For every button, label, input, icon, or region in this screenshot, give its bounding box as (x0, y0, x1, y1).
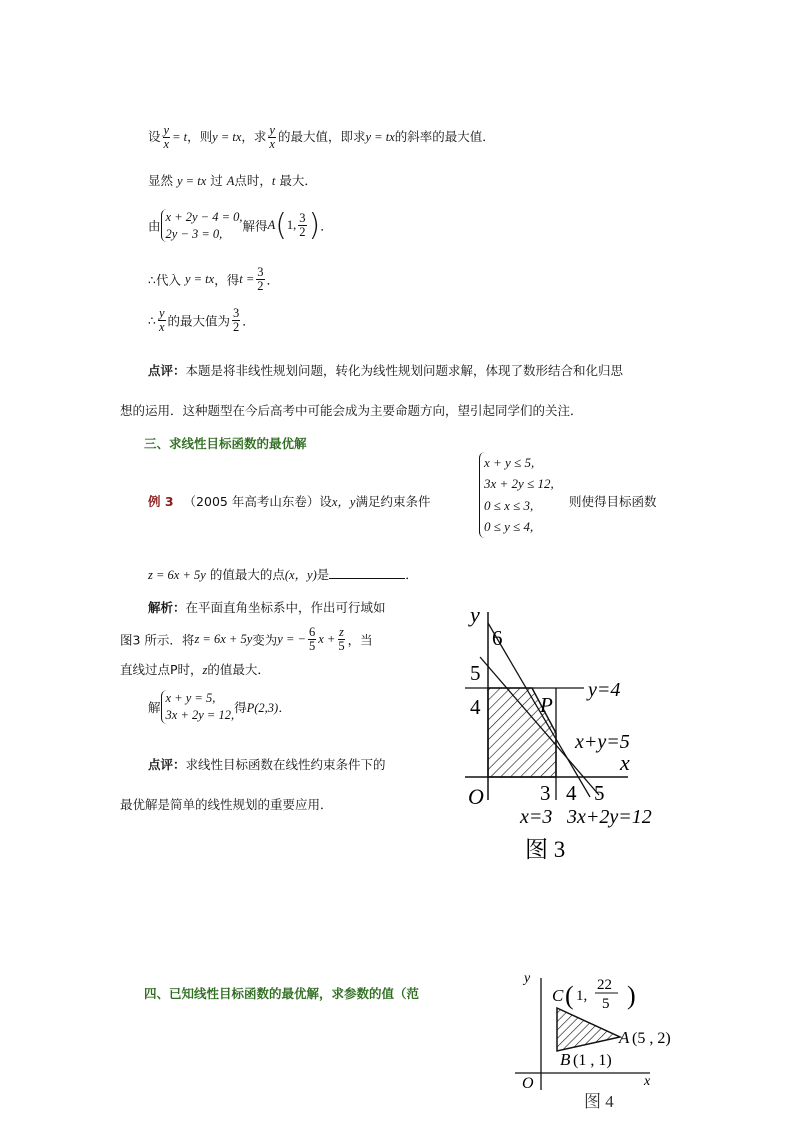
fraction-y-over-x: $\frac{y}{x}$ (269, 123, 275, 152)
line-label-3x-2y-12: 3x+2y=12 (567, 806, 652, 828)
comment-1-line-2: 想的运用．这种题型在今后高考中可能会成为主要命题方向，望引起同学们的关注． (120, 403, 583, 418)
figure-4-caption: 图 4 (584, 1092, 614, 1111)
section-4-heading: 四、已知线性目标函数的最优解，求参数的值（范 (144, 986, 420, 1001)
point-c-coord: 1, (576, 988, 588, 1004)
fraction-y-over-x: $\frac{y}{x}$ (163, 123, 170, 152)
example-3-after: 则使得目标函数 (569, 494, 657, 509)
line-label-x3: x=3 (520, 806, 553, 828)
x-axis-label: x (620, 750, 630, 775)
point-c-label: C (552, 986, 564, 1005)
line-label-x-plus-y-5: x+y=5 (575, 731, 630, 753)
math: y = tx (212, 130, 242, 145)
y-axis-label: y (524, 971, 531, 986)
solution-line-4: 解x + y = 5, 3x + 2y = 12,得P(2,3)． (148, 691, 291, 722)
text: 的斜率的最大值． (394, 129, 495, 145)
text-line-2: 显然 y = tx 过 A点时，t 最大． (148, 173, 317, 188)
origin-label: O (468, 784, 484, 809)
text: ，则 (187, 129, 213, 145)
paren-right: ) (627, 981, 636, 1010)
solution-line-1: 解析：在平面直角坐标系中，作出可行域如 (148, 600, 386, 615)
example-label: 例 3 (148, 494, 174, 509)
text-line-1 (148, 124, 495, 151)
answer-blank (329, 566, 405, 579)
feasible-region (557, 1008, 620, 1051)
example-3-line-2: z = 6x + 5y 的值最大的点(x，y)是 ． (148, 567, 418, 582)
tick-label-x3: 3 (540, 781, 551, 805)
point-a-coord: (5 , 2) (632, 1030, 671, 1047)
fraction-3-over-2: $\frac{3}{2}$ (257, 265, 264, 294)
point-b-coord: (1 , 1) (573, 1052, 612, 1069)
fraction-z-over-5: $\frac{z}{5}$ (338, 625, 345, 654)
example-3-intro: 例 3 （2005 年高考山东卷）设x，y满足约束条件 (148, 494, 431, 509)
constraint-system: x + y ≤ 5, 3x + 2y ≤ 12, 0 ≤ x ≤ 3, 0 ≤ y ≤ 4, (479, 452, 554, 538)
x-axis-label: x (644, 1074, 651, 1089)
fraction-3-over-2: $\frac{3}{2}$ (233, 306, 240, 335)
equation-system-1: x + 2y − 4 = 0, 2y − 3 = 0, (161, 209, 243, 243)
line-label-y4: y=4 (588, 679, 621, 701)
tick-label-y5: 5 (470, 661, 481, 685)
text-line-3: 由x + 2y − 4 = 0, 2y − 3 = 0, 解得A(1, $\frac{3}{2}$ )． (148, 208, 333, 243)
equation-system-2: x + y = 5, 3x + 2y = 12, (161, 690, 235, 724)
comment-2-line-2: 最优解是简单的线性规划的重要应用． (120, 797, 333, 812)
point-p-label: P (540, 693, 553, 717)
y-axis-label: y (470, 602, 480, 627)
tick-label-x4: 4 (566, 781, 577, 805)
comment-1: 点评：本题是将非线性规划问题，转化为线性规划问题求解，体现了数形结合和化归思 (148, 363, 624, 378)
solution-line-2: 图3 所示．将z = 6x + 5y变为y = − $\frac{6}{5}$ x + $\frac{z}{5}$ ，当 (120, 625, 373, 654)
tick-label-y4: 4 (470, 695, 481, 719)
text: 设 (148, 129, 161, 145)
origin-label: O (522, 1075, 534, 1092)
tick-label-y6: 6 (492, 626, 503, 650)
figure-3-caption: 图 3 (525, 837, 566, 862)
point-c-denominator: 5 (602, 996, 610, 1012)
text: ，求 (241, 129, 267, 145)
solution-line-3: 直线过点P时，z的值最大． (120, 662, 270, 677)
text: 的最大值，即求 (277, 129, 366, 145)
figure-3 (440, 598, 700, 868)
point-c-numerator: 22 (597, 977, 612, 993)
fraction-y-over-x: $\frac{y}{x}$ (158, 306, 165, 335)
paren-left: ( (565, 981, 574, 1010)
point-b-label: B (560, 1050, 571, 1069)
point-a-label: A (619, 1028, 630, 1047)
fraction-3-over-2: $\frac{3}{2}$ (299, 210, 306, 239)
text-line-4: ∴代入 y = tx，得t = $\frac{3}{2}$ ． (148, 265, 280, 294)
text-line-5: ∴ $\frac{y}{x}$ 的最大值为 $\frac{3}{2}$ ． (148, 306, 255, 335)
figure-4 (510, 962, 700, 1120)
section-3-heading: 三、求线性目标函数的最优解 (144, 436, 307, 451)
math: = t (172, 130, 188, 145)
math: y = tx (365, 130, 395, 145)
fraction-6-over-5: $\frac{6}{5}$ (308, 625, 316, 654)
tick-label-x5: 5 (594, 781, 605, 805)
comment-2: 点评：求线性目标函数在线性约束条件下的 (148, 757, 386, 772)
